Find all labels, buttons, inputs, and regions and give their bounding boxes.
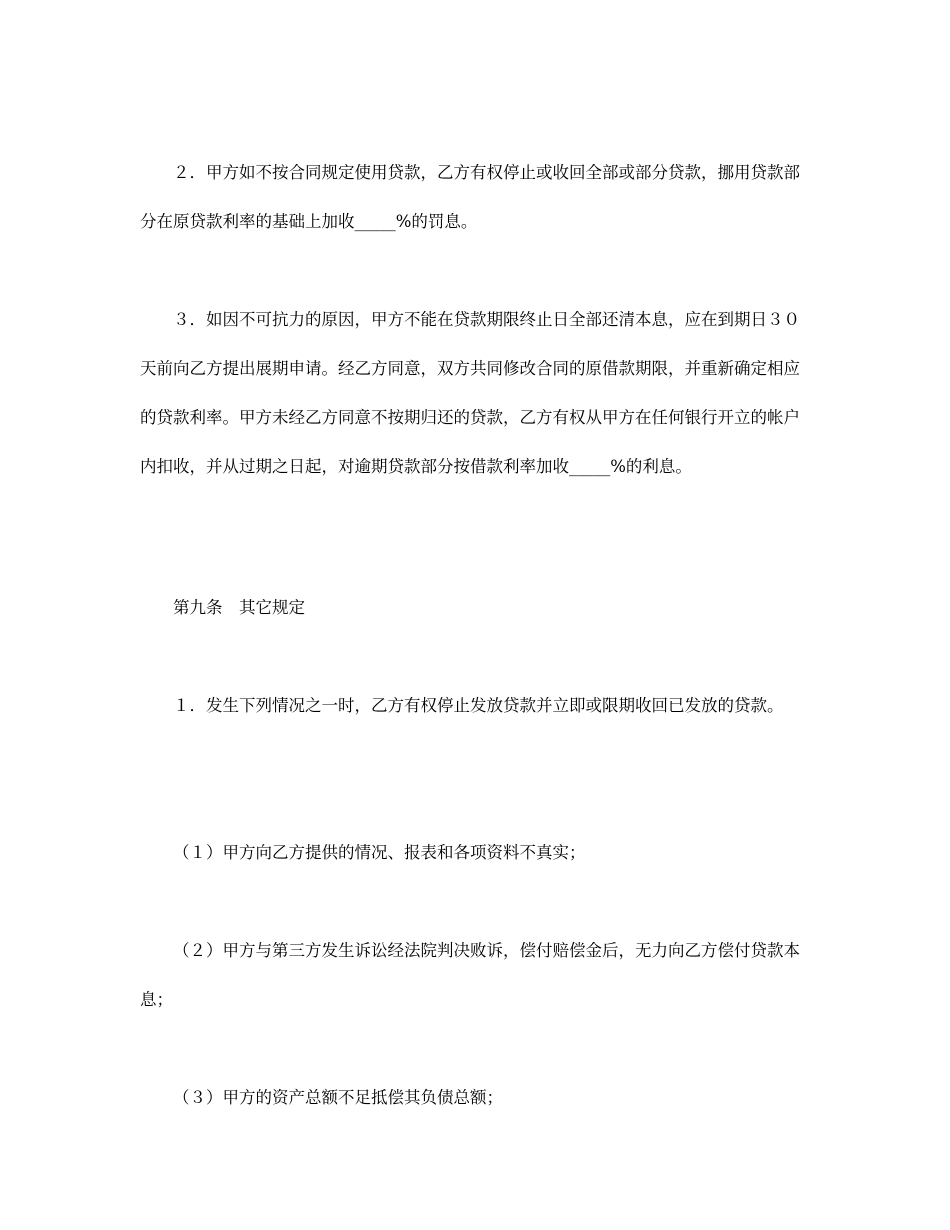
list-item-1: （１）甲方向乙方提供的情况、报表和各项资料不真实； [173,843,586,862]
article-9-heading: 第九条 其它规定 [173,598,305,617]
article-9-clause-1-paragraph: １．发生下列情况之一时，乙方有权停止发放贷款并立即或限期收回已发放的贷款。 [173,696,784,715]
list-item-2: （２）甲方与第三方发生诉讼经法院判决败诉，偿付赔偿金后，无力向乙方偿付贷款本息； [140,941,800,1009]
list-item-3: （３）甲方的资产总额不足抵偿其负债总额； [173,1088,503,1107]
clause-2-paragraph: ２．甲方如不按合同规定使用贷款，乙方有权停止或收回全部或部分贷款，挪用贷款部分在原贷款利率的基础上加收_____%的罚息。 [140,163,800,231]
clause-3-paragraph: ３．如因不可抗力的原因，甲方不能在贷款期限终止日全部还清本息，应在到期日３０天前向乙方提出展期申请。经乙方同意，双方共同修改合同的原借款期限，并重新确定相应的贷款利率。甲方未经乙方同意不按期归还的贷款，乙方有权从甲方在任何银行开立的帐户内扣收，并从过期之日起，对逾期贷款部分按借款利率加收_____%的利息。 [140,310,800,476]
